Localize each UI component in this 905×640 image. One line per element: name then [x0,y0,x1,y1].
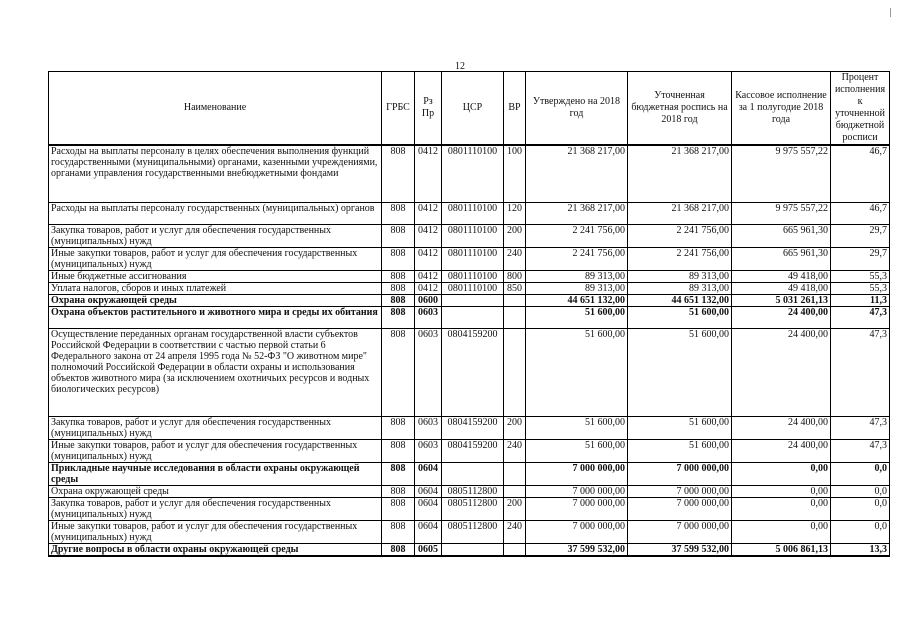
cell-vr [504,485,526,497]
cell-vr: 200 [504,497,526,520]
cell-percent: 0,0 [831,520,890,543]
cell-percent: 47,3 [831,328,890,416]
column-header-percent: Процент исполнения к уточненной бюджетной росписи [831,72,890,146]
cell-approved: 21 368 217,00 [526,145,628,202]
cell-rzpr: 0603 [415,306,442,328]
cell-rzpr: 0412 [415,270,442,282]
table-body [49,145,890,556]
cell-grbs: 808 [382,462,415,485]
cell-name: Другие вопросы в области охраны окружающей среды [49,543,382,556]
cell-name: Уплата налогов, сборов и иных платежей [49,282,382,294]
cell-approved: 21 368 217,00 [526,202,628,224]
cell-vr [504,294,526,306]
column-header-vr: ВР [504,72,526,146]
cell-refined: 51 600,00 [628,416,732,439]
cell-grbs: 808 [382,224,415,247]
cell-percent: 13,3 [831,543,890,556]
cell-approved: 51 600,00 [526,328,628,416]
cell-grbs: 808 [382,247,415,270]
cell-cash: 9 975 557,22 [732,202,831,224]
cell-csr [442,294,504,306]
cell-vr: 200 [504,416,526,439]
cell-approved: 51 600,00 [526,439,628,462]
cell-grbs: 808 [382,485,415,497]
cell-percent: 55,3 [831,282,890,294]
cell-csr: 0801110100 [442,202,504,224]
cell-vr: 120 [504,202,526,224]
cell-csr: 0801110100 [442,247,504,270]
cell-approved: 7 000 000,00 [526,462,628,485]
cell-name: Иные закупки товаров, работ и услуг для обеспечения государственных (муниципальных) нужд [49,520,382,543]
cell-rzpr: 0600 [415,294,442,306]
table-row [49,497,890,520]
cell-name: Охрана окружающей среды [49,485,382,497]
column-header-refined: Уточненная бюджетная роспись на 2018 год [628,72,732,146]
cell-grbs: 808 [382,145,415,202]
cell-approved: 2 241 756,00 [526,224,628,247]
cell-approved: 51 600,00 [526,306,628,328]
cell-refined: 21 368 217,00 [628,202,732,224]
cell-percent: 29,7 [831,247,890,270]
cell-cash: 24 400,00 [732,416,831,439]
cell-vr: 200 [504,224,526,247]
cell-rzpr: 0412 [415,202,442,224]
table-row [49,270,890,282]
table-row [49,485,890,497]
cell-csr: 0805112800 [442,497,504,520]
cell-grbs: 808 [382,306,415,328]
table-row [49,328,890,416]
cell-grbs: 808 [382,520,415,543]
cell-percent: 29,7 [831,224,890,247]
cell-rzpr: 0412 [415,224,442,247]
cell-vr: 240 [504,247,526,270]
table-row [49,282,890,294]
cell-percent: 11,3 [831,294,890,306]
cell-refined: 7 000 000,00 [628,520,732,543]
table-row [49,439,890,462]
cell-refined: 21 368 217,00 [628,145,732,202]
cell-cash: 49 418,00 [732,270,831,282]
cell-rzpr: 0604 [415,485,442,497]
cell-grbs: 808 [382,328,415,416]
cell-name: Охрана объектов растительного и животного мира и среды их обитания [49,306,382,328]
cell-vr: 850 [504,282,526,294]
cell-grbs: 808 [382,294,415,306]
cell-csr: 0805112800 [442,520,504,543]
cell-percent: 0,0 [831,485,890,497]
table-row [49,416,890,439]
cell-rzpr: 0412 [415,247,442,270]
cell-name: Иные закупки товаров, работ и услуг для обеспечения государственных (муниципальных) нужд [49,439,382,462]
cell-cash: 0,00 [732,462,831,485]
cell-vr [504,462,526,485]
cell-csr: 0801110100 [442,270,504,282]
cell-csr: 0804159200 [442,439,504,462]
cell-csr: 0801110100 [442,282,504,294]
cell-grbs: 808 [382,543,415,556]
cell-csr [442,543,504,556]
cell-grbs: 808 [382,282,415,294]
cell-approved: 89 313,00 [526,270,628,282]
cell-approved: 37 599 532,00 [526,543,628,556]
cell-rzpr: 0604 [415,497,442,520]
cell-csr [442,306,504,328]
cell-csr: 0801110100 [442,145,504,202]
cell-grbs: 808 [382,270,415,282]
cell-vr [504,328,526,416]
cell-rzpr: 0605 [415,543,442,556]
cell-percent: 46,7 [831,202,890,224]
cell-refined: 89 313,00 [628,282,732,294]
cell-approved: 7 000 000,00 [526,485,628,497]
cell-grbs: 808 [382,416,415,439]
cell-percent: 47,3 [831,439,890,462]
budget-table [48,71,890,557]
cell-approved: 7 000 000,00 [526,520,628,543]
page-number: 12 [455,61,465,72]
cell-refined: 7 000 000,00 [628,462,732,485]
cell-refined: 51 600,00 [628,439,732,462]
cell-name: Закупка товаров, работ и услуг для обеспечения государственных (муниципальных) нужд [49,497,382,520]
cell-vr [504,306,526,328]
cell-cash: 5 006 861,13 [732,543,831,556]
cell-csr [442,462,504,485]
cell-vr [504,543,526,556]
cell-cash: 665 961,30 [732,224,831,247]
cell-rzpr: 0603 [415,416,442,439]
cell-name: Закупка товаров, работ и услуг для обеспечения государственных (муниципальных) нужд [49,224,382,247]
cell-approved: 2 241 756,00 [526,247,628,270]
cell-cash: 0,00 [732,485,831,497]
cell-approved: 44 651 132,00 [526,294,628,306]
cell-refined: 51 600,00 [628,306,732,328]
cell-percent: 0,0 [831,462,890,485]
column-header-csr: ЦСР [442,72,504,146]
cell-rzpr: 0412 [415,282,442,294]
cell-approved: 89 313,00 [526,282,628,294]
cell-rzpr: 0604 [415,462,442,485]
cell-refined: 2 241 756,00 [628,224,732,247]
cell-rzpr: 0603 [415,439,442,462]
cell-grbs: 808 [382,497,415,520]
cell-vr: 800 [504,270,526,282]
cell-cash: 5 031 261,13 [732,294,831,306]
cell-cash: 24 400,00 [732,306,831,328]
column-header-rzpr: Рз Пр [415,72,442,146]
cell-vr: 100 [504,145,526,202]
cell-cash: 0,00 [732,497,831,520]
cell-percent: 47,3 [831,416,890,439]
cell-vr: 240 [504,520,526,543]
cell-refined: 89 313,00 [628,270,732,282]
cell-csr: 0801110100 [442,224,504,247]
cell-percent: 47,3 [831,306,890,328]
cell-cash: 49 418,00 [732,282,831,294]
cell-name: Закупка товаров, работ и услуг для обеспечения государственных (муниципальных) нужд [49,416,382,439]
table-header-row [49,72,890,146]
cell-name: Осуществление переданных органам государственной власти субъектов Российской Федерации в соответствии с частью первой статьи 6 Федерального закона от 24 апреля 1995 года № 52-ФЗ "О животном мире" полномочий Российской Федерации в области охраны и использования объектов животного мира (за исключением охотничьих ресурсов и водных биологических ресурсов) [49,328,382,416]
cell-cash: 24 400,00 [732,328,831,416]
cell-grbs: 808 [382,439,415,462]
table-row [49,543,890,556]
column-header-approved: Утверждено на 2018 год [526,72,628,146]
cell-refined: 51 600,00 [628,328,732,416]
cell-name: Расходы на выплаты персоналу в целях обеспечения выполнения функций государственными (муниципальными) органами, казенными учреждениями, органами управления государственными внебюджетными фондами [49,145,382,202]
cell-refined: 37 599 532,00 [628,543,732,556]
cell-percent: 46,7 [831,145,890,202]
table-row [49,145,890,202]
cell-name: Прикладные научные исследования в области охраны окружающей среды [49,462,382,485]
table-row [49,202,890,224]
cell-refined: 2 241 756,00 [628,247,732,270]
cell-csr: 0805112800 [442,485,504,497]
cell-refined: 44 651 132,00 [628,294,732,306]
cell-cash: 9 975 557,22 [732,145,831,202]
cell-approved: 51 600,00 [526,416,628,439]
cell-name: Иные закупки товаров, работ и услуг для обеспечения государственных (муниципальных) нужд [49,247,382,270]
cell-refined: 7 000 000,00 [628,485,732,497]
column-header-name: Наименование [49,72,382,146]
table-row [49,224,890,247]
cell-refined: 7 000 000,00 [628,497,732,520]
table-row [49,462,890,485]
column-header-cash: Кассовое исполнение за 1 полугодие 2018 года [732,72,831,146]
margin-mark [890,8,891,17]
cell-approved: 7 000 000,00 [526,497,628,520]
cell-rzpr: 0604 [415,520,442,543]
cell-vr: 240 [504,439,526,462]
cell-rzpr: 0603 [415,328,442,416]
table-row [49,520,890,543]
cell-cash: 665 961,30 [732,247,831,270]
table-row [49,294,890,306]
column-header-grbs: ГРБС [382,72,415,146]
cell-name: Расходы на выплаты персоналу государственных (муниципальных) органов [49,202,382,224]
table-row [49,306,890,328]
cell-rzpr: 0412 [415,145,442,202]
cell-csr: 0804159200 [442,328,504,416]
cell-cash: 24 400,00 [732,439,831,462]
cell-percent: 55,3 [831,270,890,282]
cell-percent: 0,0 [831,497,890,520]
table-row [49,247,890,270]
cell-csr: 0804159200 [442,416,504,439]
cell-grbs: 808 [382,202,415,224]
cell-name: Охрана окружающей среды [49,294,382,306]
cell-cash: 0,00 [732,520,831,543]
cell-name: Иные бюджетные ассигнования [49,270,382,282]
